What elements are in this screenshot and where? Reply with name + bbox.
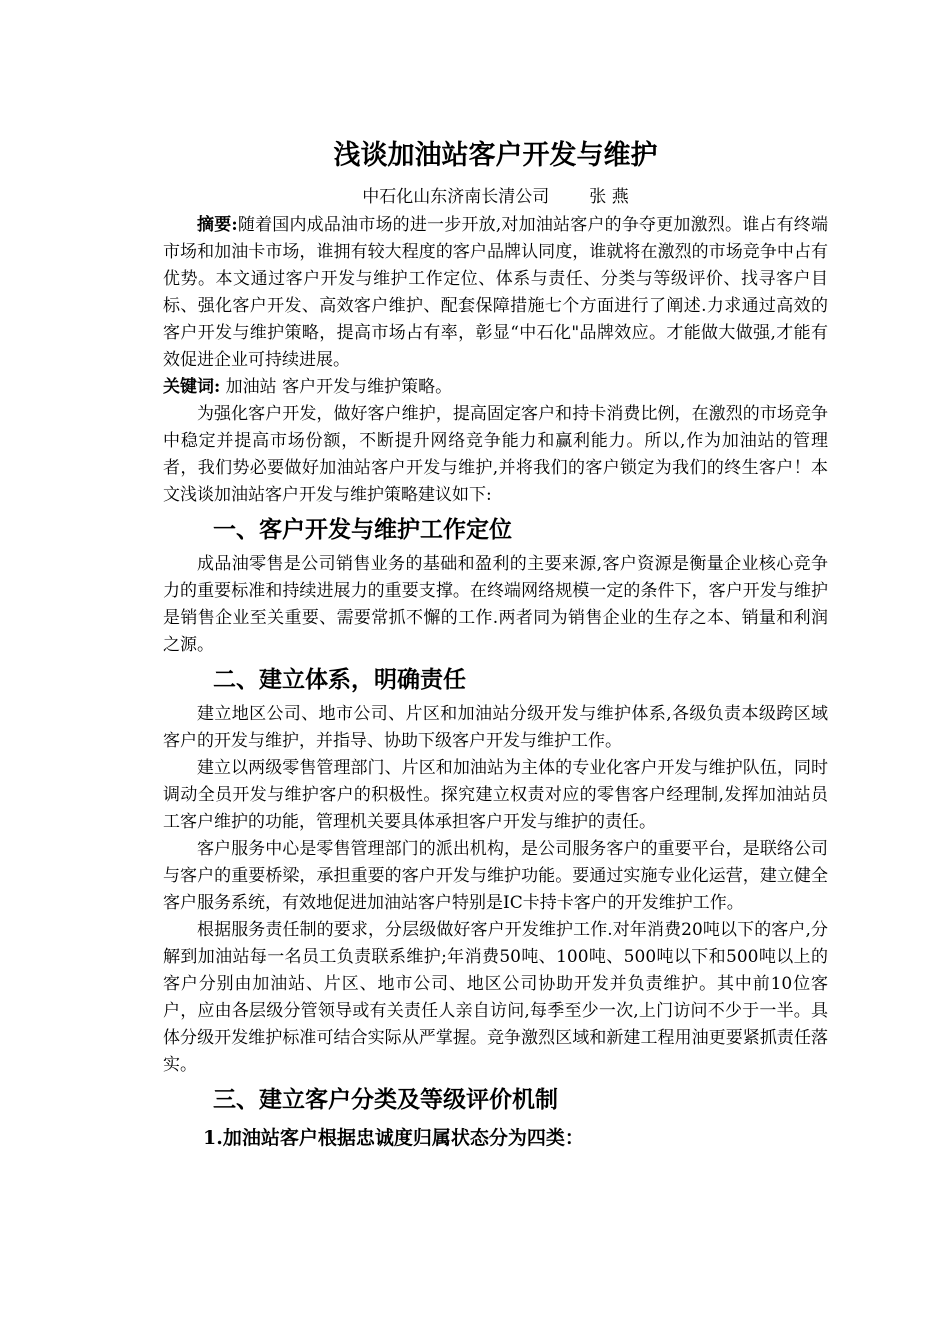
author-organization: 中石化山东济南长清公司 — [362, 187, 550, 207]
document-title: 浅谈加油站客户开发与维护 — [333, 140, 658, 171]
abstract-text: 随着国内成品油市场的进一步开放,对加油站客户的争夺更加激烈。谁占有终端市场和加油卡市场，谁拥有较大程度的客户品牌认同度，谁就将在激烈的市场竞争中占有优势。本文通过客户开发与维护工作定位、体系与责任、分类与等级评价、找寻客户目标、强化客户开发、高效客户维护、配套保障措施七个方面进行了阐述.力求通过高效的客户开发与维护策略，提高市场占有率，彰显“中石化"品牌效应。才能做大做强,才能有效促进企业可持续进展。 — [163, 215, 828, 370]
byline — [163, 184, 828, 210]
section-1-paragraph-1: 成品油零售是公司销售业务的基础和盈利的主要来源,客户资源是衡量企业核心竞争力的重要标准和持续进展力的重要支撑。在终端网络规模一定的条件下，客户开发与维护是销售企业至关重要、需要常抓不懈的工作.两者同为销售企业的生存之本、销量和利润之源。 — [163, 554, 828, 655]
author-name: 张 燕 — [589, 187, 629, 207]
section-2-paragraph-1: 建立地区公司、地市公司、片区和加油站分级开发与维护体系,各级负责本级跨区域客户的开发与维护，并指导、协助下级客户开发与维护工作。 — [163, 704, 828, 751]
keywords-text: 加油站 客户开发与维护策略。 — [220, 377, 453, 397]
keywords-label: 关键词: — [163, 377, 221, 397]
abstract-paragraph — [163, 212, 828, 374]
subheading-1: 1.加油站客户根据忠诚度归属状态分为四类： — [203, 1127, 584, 1149]
section-heading-1: 一、客户开发与维护工作定位 — [213, 516, 512, 543]
section-heading-2: 二、建立体系，明确责任 — [213, 666, 466, 693]
abstract-label: 摘要: — [197, 215, 238, 235]
document-body — [163, 130, 828, 1157]
section-2-paragraph-4: 根据服务责任制的要求，分层级做好客户开发维护工作.对年消费20吨以下的客户,分解到加油站每一名员工负责联系维护;年消费50吨、100吨、500吨以下和500吨以上的客户分别由加油站、片区、地市公司、地区公司协助开发并负责维护。其中前10位客户，应由各层级分管领导或有关责任人亲自访问,每季至少一次,上门访问不少于一半。具体分级开发维护标准可结合实际从严掌握。竞争激烈区域和新建工程用油更要紧抓责任落实。 — [163, 920, 828, 1075]
intro-paragraph: 为强化客户开发，做好客户维护，提高固定客户和持卡消费比例，在激烈的市场竞争中稳定并提高市场份额，不断提升网络竞争能力和赢利能力。所以,作为加油站的管理者，我们势必要做好加油站客户开发与维护,并将我们的客户锁定为我们的终生客户！本文浅谈加油站客户开发与维护策略建议如下: — [163, 404, 828, 505]
section-2-paragraph-2: 建立以两级零售管理部门、片区和加油站为主体的专业化客户开发与维护队伍，同时调动全员开发与维护客户的积极性。探究建立权责对应的零售客户经理制,发挥加油站员工客户维护的功能，管理机关要具体承担客户开发与维护的责任。 — [163, 758, 828, 832]
keywords-paragraph — [163, 374, 828, 401]
section-heading-3: 三、建立客户分类及等级评价机制 — [213, 1086, 558, 1113]
section-2-paragraph-3: 客户服务中心是零售管理部门的派出机构，是公司服务客户的重要平台，是联络公司与客户的重要桥梁，承担重要的客户开发与维护功能。要通过实施专业化运营，建立健全客户服务系统，有效地促进加油站客户特别是IC卡持卡客户的开发维护工作。 — [163, 839, 828, 913]
